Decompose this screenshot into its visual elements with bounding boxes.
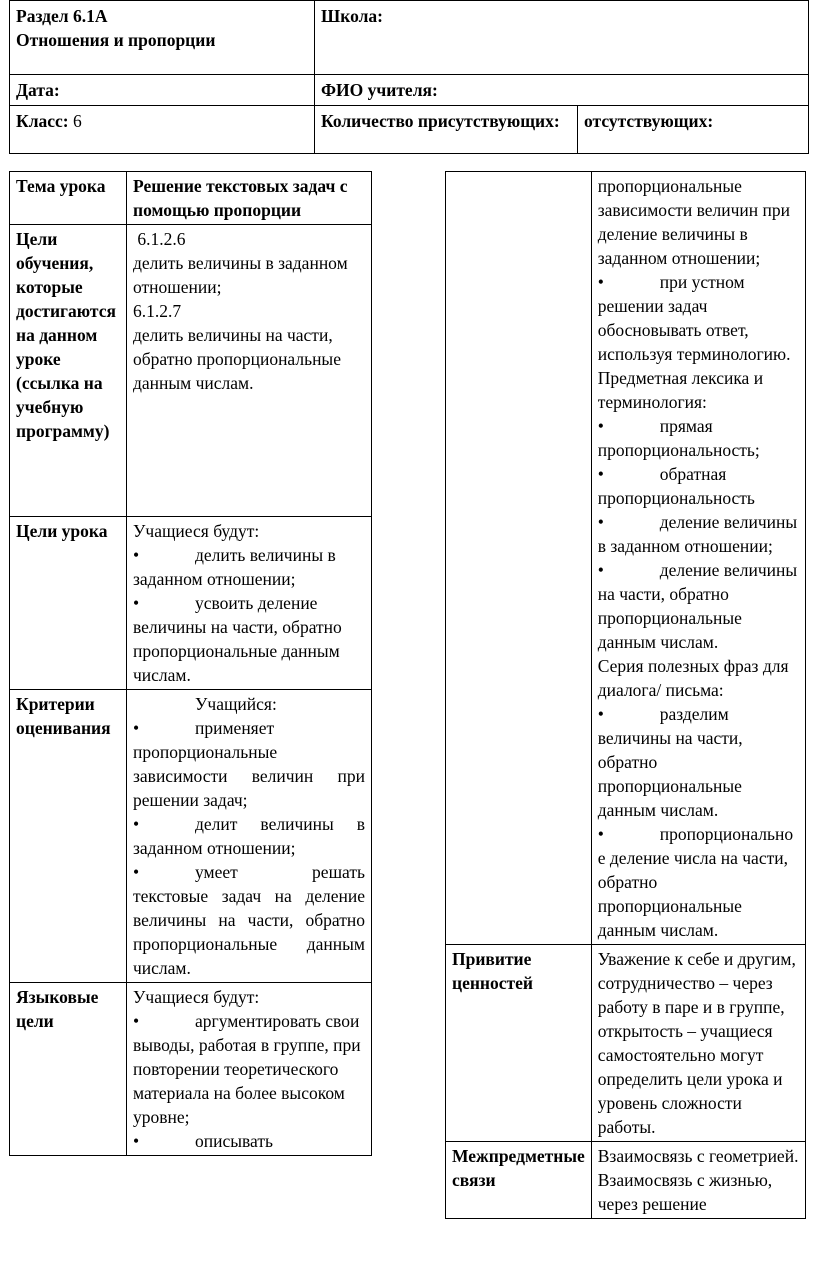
criteria-bullet: • применяет пропорциональные зависимости величин при решении задач; xyxy=(133,718,365,810)
criteria-label-cell xyxy=(10,690,127,983)
lesson-goals-bullet: • усвоить деление величины на части, обратно пропорциональные данным числам. xyxy=(133,593,342,685)
topic-label: Тема урока xyxy=(16,176,106,196)
goals-label-cell xyxy=(10,225,127,517)
school-cell xyxy=(315,1,809,75)
criteria-bullet: • делит величины в заданном отношении; xyxy=(133,814,365,858)
bullet-icon: • xyxy=(597,560,604,580)
criteria-bullet: • умеет решать текстовые задач на деление величины на части, обратно пропорциональные данным числам. xyxy=(133,862,365,978)
phrases-bullet: • разделим величины на части, обратно пропорциональные данным числам. xyxy=(597,704,743,820)
continuation-value-cell xyxy=(591,172,805,945)
goals-value-cell xyxy=(127,225,372,517)
lesson-goals-intro: Учащиеся будут: xyxy=(133,521,260,541)
class-cell xyxy=(10,106,315,154)
values-label-cell xyxy=(446,945,592,1142)
bullet-icon: • xyxy=(597,704,604,724)
phrases-title: Серия полезных фраз для диалога/ письма: xyxy=(597,656,789,700)
language-label: Языковые цели xyxy=(16,987,99,1031)
cont-intro: пропорциональные зависимости величин при деление величины в заданном отношении; xyxy=(597,176,791,268)
phrases-bullet: • пропорционально е деление числа на части, обратно пропорциональные данным числам. xyxy=(597,824,794,940)
school-label: Школа: xyxy=(321,6,383,26)
topic-value: Решение текстовых задач с помощью пропорции xyxy=(133,176,348,220)
vocab-bullet: • деление величины в заданном отношении; xyxy=(597,512,798,556)
lesson-goals-label: Цели урока xyxy=(16,521,108,541)
values-text: Уважение к себе и другим, сотрудничество – через работу в паре и в группе, открытость – учащиеся самостоятельно могут определить цели урока и уровень сложности работы. xyxy=(597,949,796,1137)
goals-line: делить величины на части, обратно пропорциональные данным числам. xyxy=(133,325,341,393)
topic-label-cell xyxy=(10,172,127,225)
language-intro: Учащиеся будут: xyxy=(133,987,260,1007)
bullet-icon: • xyxy=(597,416,604,436)
lesson-plan-right-table xyxy=(445,171,806,1219)
bullet-icon: • xyxy=(133,593,140,613)
lesson-goals-label-cell xyxy=(10,517,127,690)
language-bullet: • описывать xyxy=(133,1131,273,1151)
values-value-cell xyxy=(591,945,805,1142)
vocab-bullet: • деление величины на части, обратно пропорциональные данным числам. xyxy=(597,560,798,652)
continuation-label-cell xyxy=(446,172,592,945)
header-table xyxy=(9,0,809,154)
teacher-cell xyxy=(315,75,809,106)
inter-value-cell xyxy=(591,1142,805,1219)
inter-label: Межпредметные связи xyxy=(452,1146,585,1190)
cont-bullet: • при устном решении задач обосновывать ответ, используя терминологию. xyxy=(597,272,791,364)
goals-line: 6.1.2.7 xyxy=(133,301,182,321)
vocab-bullet: • обратная пропорциональность xyxy=(597,464,755,508)
goals-label: Цели обучения, которые достигаются на данном уроке (ссылка на учебную программу) xyxy=(16,229,116,441)
date-cell xyxy=(10,75,315,106)
criteria-intro: Учащийся: xyxy=(195,694,277,714)
present-label: Количество присутствующих: xyxy=(321,111,560,131)
bullet-icon: • xyxy=(133,718,140,738)
class-label: Класс: xyxy=(16,111,69,131)
bullet-icon: • xyxy=(597,512,604,532)
inter-text: Взаимосвязь с геометрией. Взаимосвязь с жизнью, через решение xyxy=(597,1146,799,1214)
absent-cell xyxy=(578,106,809,154)
criteria-label: Критерии оценивания xyxy=(16,694,111,738)
section-cell xyxy=(10,1,315,75)
bullet-icon: • xyxy=(133,1131,140,1151)
teacher-label: ФИО учителя: xyxy=(321,80,438,100)
date-label: Дата: xyxy=(16,80,60,100)
section-label: Раздел 6.1А xyxy=(16,6,108,26)
lesson-goals-bullet: • делить величины в заданном отношении; xyxy=(133,545,336,589)
present-cell xyxy=(315,106,578,154)
bullet-icon: • xyxy=(133,862,140,882)
inter-label-cell xyxy=(446,1142,592,1219)
lesson-goals-value-cell xyxy=(127,517,372,690)
section-title: Отношения и пропорции xyxy=(16,30,216,50)
language-value-cell xyxy=(127,983,372,1156)
language-bullet: • аргументировать свои выводы, работая в группе, при повторении теоретического материала на более высоком уровне; xyxy=(133,1011,361,1127)
vocab-title: Предметная лексика и терминология: xyxy=(597,368,764,412)
goals-line: делить величины в заданном отношении; xyxy=(133,253,348,297)
class-value: 6 xyxy=(68,111,82,131)
bullet-icon: • xyxy=(133,1011,140,1031)
bullet-icon: • xyxy=(133,814,140,834)
vocab-bullet: • прямая пропорциональность; xyxy=(597,416,760,460)
bullet-icon: • xyxy=(597,464,604,484)
bullet-icon: • xyxy=(597,824,604,844)
absent-label: отсутствующих: xyxy=(584,111,714,131)
topic-value-cell xyxy=(127,172,372,225)
criteria-value-cell xyxy=(127,690,372,983)
bullet-icon: • xyxy=(133,545,140,565)
language-label-cell xyxy=(10,983,127,1156)
bullet-icon: • xyxy=(597,272,604,292)
lesson-plan-left-table xyxy=(9,171,372,1156)
goals-line: 6.1.2.6 xyxy=(133,229,186,249)
values-label: Привитие ценностей xyxy=(452,949,533,993)
